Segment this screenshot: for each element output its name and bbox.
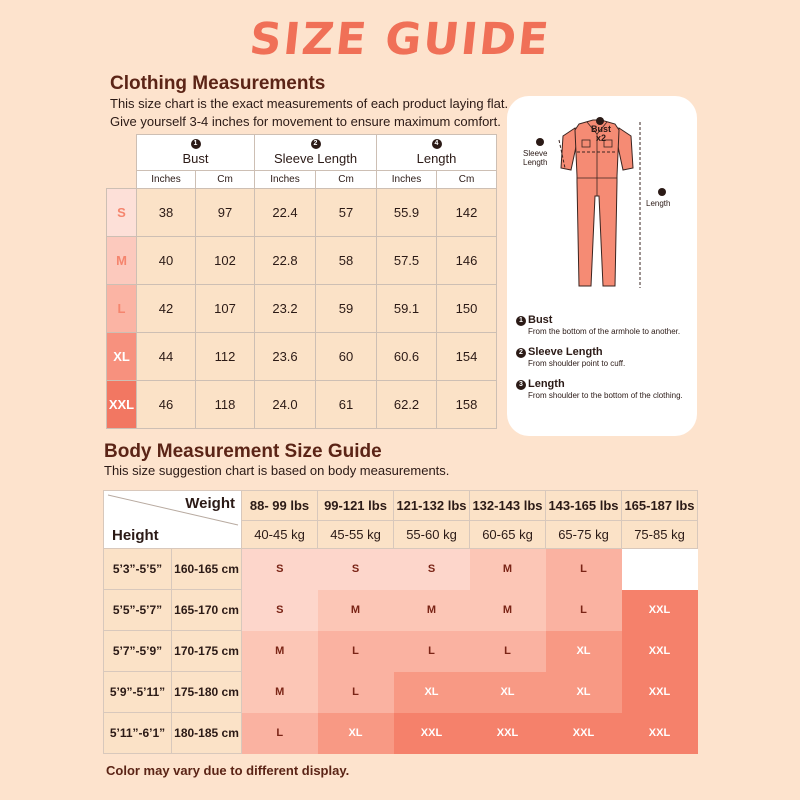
number-badge: 1 — [191, 139, 201, 149]
size-cell: XL — [470, 672, 546, 713]
size-cell: M — [318, 590, 394, 631]
table-cell: 62.2 — [377, 381, 437, 429]
unit-label: Inches — [377, 171, 437, 189]
table-cell: 55.9 — [377, 189, 437, 237]
size-cell: L — [318, 672, 394, 713]
body-heading: Body Measurement Size Guide — [104, 441, 382, 462]
size-cell: XL — [318, 713, 394, 754]
color-disclaimer: Color may vary due to different display. — [106, 763, 350, 778]
legend-desc: From the bottom of the armhole to another. — [528, 327, 681, 336]
weight-lbs-header: 88- 99 lbs — [242, 491, 318, 521]
weight-label: Weight — [185, 495, 235, 512]
size-cell: M — [394, 590, 470, 631]
size-cell: M — [242, 631, 318, 672]
length-number-icon — [658, 188, 666, 196]
body-size-table — [103, 490, 698, 754]
unit-label: Cm — [316, 171, 377, 189]
size-label: M — [107, 237, 137, 285]
legend-title: Bust — [528, 314, 553, 326]
table-row — [107, 381, 497, 429]
size-cell: XXL — [622, 631, 698, 672]
size-cell: L — [394, 631, 470, 672]
table-corner — [107, 135, 137, 189]
weight-kg-header: 75-85 kg — [622, 521, 698, 549]
table-cell: 59 — [316, 285, 377, 333]
weight-lbs-header: 99-121 lbs — [318, 491, 394, 521]
weight-kg-header: 55-60 kg — [394, 521, 470, 549]
unit-label: Cm — [437, 171, 497, 189]
table-cell: 154 — [437, 333, 497, 381]
size-cell: XXL — [394, 713, 470, 754]
body-desc: This size suggestion chart is based on body measurements. — [104, 463, 450, 478]
table-cell: 44 — [137, 333, 196, 381]
table-cell: 107 — [196, 285, 255, 333]
size-cell: L — [318, 631, 394, 672]
table-cell: 97 — [196, 189, 255, 237]
table-row — [104, 713, 698, 754]
legend-title: Sleeve Length — [528, 346, 603, 358]
weight-lbs-header: 121-132 lbs — [394, 491, 470, 521]
table-row — [107, 237, 497, 285]
legend-bust — [516, 314, 680, 336]
table-cell: 102 — [196, 237, 255, 285]
sleeve-label-2: Length — [523, 158, 548, 167]
col-header-label: Length — [416, 151, 457, 166]
weight-kg-header: 60-65 kg — [470, 521, 546, 549]
table-cell: 23.6 — [255, 333, 316, 381]
height-cm: 165-170 cm — [172, 590, 242, 631]
sleeve-label-1: Sleeve — [523, 149, 548, 158]
weight-kg-header: 65-75 kg — [546, 521, 622, 549]
number-badge: 1 — [516, 316, 526, 326]
height-ft: 5’5”-5’7” — [104, 590, 172, 631]
table-cell: 58 — [316, 237, 377, 285]
col-header-bust — [137, 135, 255, 171]
unit-label: Inches — [255, 171, 316, 189]
size-label: L — [107, 285, 137, 333]
number-badge: 4 — [432, 139, 442, 149]
size-cell: S — [394, 549, 470, 590]
height-cm: 175-180 cm — [172, 672, 242, 713]
table-row — [104, 631, 698, 672]
col-header-length — [377, 135, 497, 171]
size-label: S — [107, 189, 137, 237]
table-row — [107, 189, 497, 237]
legend-desc: From shoulder to the bottom of the clothing. — [528, 391, 683, 400]
size-cell: XXL — [622, 672, 698, 713]
table-cell: 112 — [196, 333, 255, 381]
table-row — [107, 285, 497, 333]
clothing-desc-1: This size chart is the exact measurements of each product laying flat. — [110, 96, 509, 111]
col-header-sleeve — [255, 135, 377, 171]
size-cell: M — [242, 672, 318, 713]
table-cell: 150 — [437, 285, 497, 333]
legend-length — [516, 378, 683, 400]
table-cell: 60.6 — [377, 333, 437, 381]
table-cell: 61 — [316, 381, 377, 429]
height-ft: 5’11”-6’1” — [104, 713, 172, 754]
weight-lbs-header: 132-143 lbs — [470, 491, 546, 521]
size-cell: L — [546, 549, 622, 590]
weight-lbs-header: 165-187 lbs — [622, 491, 698, 521]
table-row — [107, 333, 497, 381]
table-cell: 23.2 — [255, 285, 316, 333]
weight-lbs-header: 143-165 lbs — [546, 491, 622, 521]
table-cell: 57 — [316, 189, 377, 237]
weight-kg-header: 45-55 kg — [318, 521, 394, 549]
clothing-desc-2: Give yourself 3-4 inches for movement to ensure maximum comfort. — [110, 114, 501, 129]
table-cell: 57.5 — [377, 237, 437, 285]
sleeve-number-icon — [536, 138, 544, 146]
table-cell: 22.4 — [255, 189, 316, 237]
size-cell: M — [470, 590, 546, 631]
table-row — [104, 672, 698, 713]
height-cm: 180-185 cm — [172, 713, 242, 754]
number-badge: 2 — [516, 348, 526, 358]
size-cell: S — [318, 549, 394, 590]
number-badge: 2 — [311, 139, 321, 149]
size-cell: XL — [394, 672, 470, 713]
table-row — [104, 590, 698, 631]
table-cell: 142 — [437, 189, 497, 237]
col-header-label: Bust — [182, 151, 209, 166]
size-label: XL — [107, 333, 137, 381]
col-header-label: Sleeve Length — [273, 151, 358, 166]
size-cell: L — [470, 631, 546, 672]
table-corner — [104, 491, 242, 549]
page-title: SIZE GUIDE — [247, 14, 553, 65]
table-cell: 38 — [137, 189, 196, 237]
table-cell: 24.0 — [255, 381, 316, 429]
height-cm: 160-165 cm — [172, 549, 242, 590]
table-cell: 22.8 — [255, 237, 316, 285]
unit-label: Cm — [196, 171, 255, 189]
size-cell: L — [546, 590, 622, 631]
size-cell: M — [470, 549, 546, 590]
table-cell: 146 — [437, 237, 497, 285]
table-cell: 59.1 — [377, 285, 437, 333]
clothing-measurements-table — [106, 134, 497, 429]
bust-label: Bust — [591, 124, 611, 134]
size-label: XXL — [107, 381, 137, 429]
number-badge: 3 — [516, 380, 526, 390]
size-cell: L — [242, 713, 318, 754]
table-cell: 46 — [137, 381, 196, 429]
table-cell: 60 — [316, 333, 377, 381]
size-cell: XXL — [622, 713, 698, 754]
bust-multiplier: x2 — [595, 133, 606, 143]
size-cell: S — [242, 590, 318, 631]
size-cell: XL — [546, 672, 622, 713]
bust-diagram-label — [591, 125, 611, 143]
legend-title: Length — [528, 378, 565, 390]
height-ft: 5’7”-5’9” — [104, 631, 172, 672]
table-cell: 118 — [196, 381, 255, 429]
length-diagram-label: Length — [646, 199, 671, 208]
size-cell: XXL — [622, 590, 698, 631]
weight-kg-header: 40-45 kg — [242, 521, 318, 549]
size-cell — [622, 549, 698, 590]
table-cell: 40 — [137, 237, 196, 285]
table-row — [104, 549, 698, 590]
height-ft: 5’3”-5’5” — [104, 549, 172, 590]
size-cell: S — [242, 549, 318, 590]
table-cell: 158 — [437, 381, 497, 429]
height-ft: 5’9”-5’11” — [104, 672, 172, 713]
legend-sleeve — [516, 346, 625, 368]
size-cell: XXL — [470, 713, 546, 754]
height-cm: 170-175 cm — [172, 631, 242, 672]
legend-desc: From shoulder point to cuff. — [528, 359, 626, 368]
size-cell: XXL — [546, 713, 622, 754]
unit-label: Inches — [137, 171, 196, 189]
sleeve-diagram-label — [523, 149, 547, 167]
table-cell: 42 — [137, 285, 196, 333]
size-cell: XL — [546, 631, 622, 672]
height-label: Height — [112, 527, 159, 544]
clothing-heading: Clothing Measurements — [110, 73, 326, 94]
